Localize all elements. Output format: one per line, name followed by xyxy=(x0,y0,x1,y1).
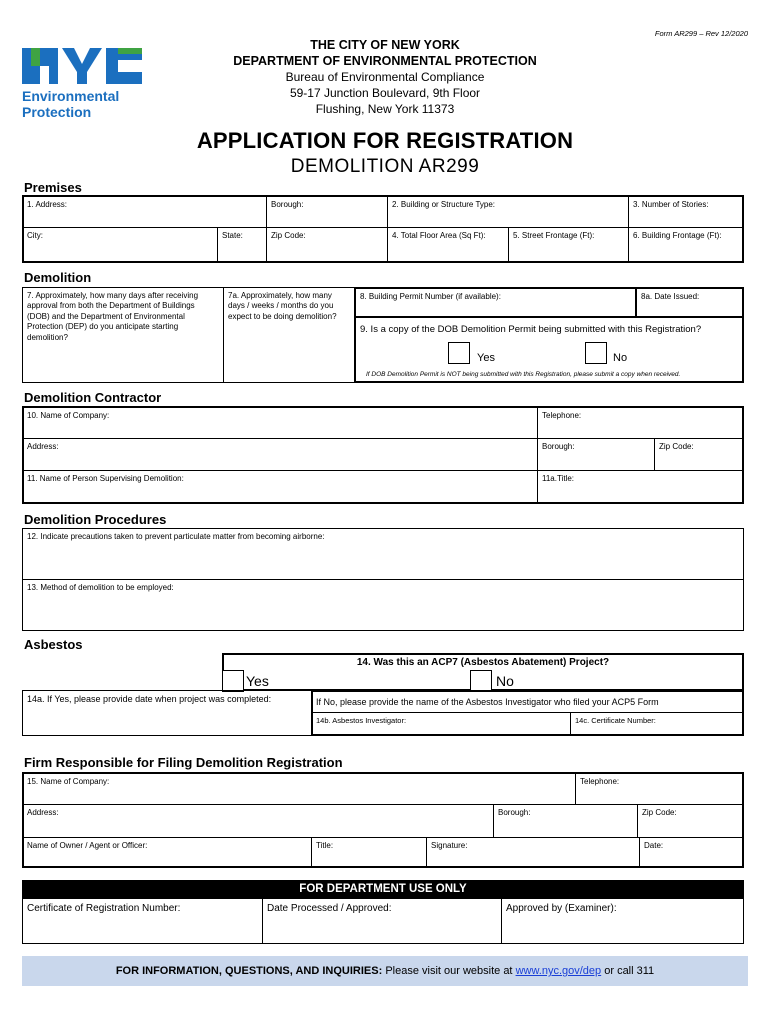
building-type-field[interactable]: 2. Building or Structure Type: xyxy=(387,196,629,228)
cert-number-field[interactable]: Certificate of Registration Number: xyxy=(22,898,263,944)
q9-yes-checkbox[interactable] xyxy=(448,342,470,364)
stories-field[interactable]: 3. Number of Stories: xyxy=(628,196,744,228)
firm-company-field[interactable]: 15. Name of Company: xyxy=(22,773,576,805)
q9-no-label: No xyxy=(613,352,628,364)
signature-field[interactable]: Signature: xyxy=(426,837,640,868)
q14-no-checkbox[interactable] xyxy=(470,670,492,692)
supervisor-title-field[interactable]: 11a.Title: xyxy=(537,470,744,504)
permit-note: If DOB Demolition Permit is NOT being submitted with this Registration, please submit a copy when received. xyxy=(366,371,681,378)
footer-text: Please visit our website at xyxy=(382,965,516,977)
permit-date-field[interactable]: 8a. Date Issued: xyxy=(635,287,744,318)
state-field[interactable]: State: xyxy=(217,227,267,263)
dept-use-header: FOR DEPARTMENT USE ONLY xyxy=(22,880,744,899)
street-frontage-field[interactable]: 5. Street Frontage (Ft): xyxy=(508,227,629,263)
q14b-field[interactable]: 14b. Asbestos Investigator: xyxy=(311,712,571,736)
address-line2: Flushing, New York 11373 xyxy=(315,102,455,116)
q12-field[interactable]: 12. Indicate precautions taken to prevent particulate matter from becoming airborne: xyxy=(22,528,744,580)
dept-name: DEPARTMENT OF ENVIRONMENTAL PROTECTION xyxy=(233,54,537,68)
permit-number-field[interactable]: 8. Building Permit Number (if available): xyxy=(354,287,637,318)
form-id: Form AR299 – Rev 12/2020 xyxy=(654,29,748,38)
contractor-borough-field[interactable]: Borough: xyxy=(537,438,655,471)
building-frontage-field[interactable]: 6. Building Frontage (Ft): xyxy=(628,227,744,263)
firm-address-field[interactable]: Address: xyxy=(22,804,494,838)
address-field[interactable]: 1. Address: xyxy=(22,196,267,228)
floor-area-field[interactable]: 4. Total Floor Area (Sq Ft): xyxy=(387,227,509,263)
nyc-dep-logo xyxy=(22,42,147,122)
q9-no-checkbox[interactable] xyxy=(585,342,607,364)
section-firm: Firm Responsible for Filing Demolition Registration xyxy=(24,755,343,770)
q9-label: 9. Is a copy of the DOB Demolition Permit being submitted with this Registration? xyxy=(360,324,702,335)
footer-tail: or call 311 xyxy=(601,965,655,977)
city-name: THE CITY OF NEW YORK xyxy=(310,38,460,52)
date-processed-field[interactable]: Date Processed / Approved: xyxy=(262,898,502,944)
q14-no-label: No xyxy=(496,673,514,689)
firm-date-field[interactable]: Date: xyxy=(639,837,744,868)
q14c-field[interactable]: 14c. Certificate Number: xyxy=(570,712,744,736)
q13-field[interactable]: 13. Method of demolition to be employed: xyxy=(22,579,744,631)
contractor-address-field[interactable]: Address: xyxy=(22,438,538,471)
zip-field[interactable]: Zip Code: xyxy=(266,227,388,263)
dep-website-link[interactable]: www.nyc.gov/dep xyxy=(515,965,602,977)
approved-by-field[interactable]: Approved by (Examiner): xyxy=(501,898,744,944)
firm-telephone-field[interactable]: Telephone: xyxy=(575,773,744,805)
address-line1: 59-17 Junction Boulevard, 9th Floor xyxy=(289,86,481,100)
footer-bold: FOR INFORMATION, QUESTIONS, AND INQUIRIES: xyxy=(115,965,383,977)
section-procedures: Demolition Procedures xyxy=(24,512,167,527)
contractor-telephone-field[interactable]: Telephone: xyxy=(537,407,744,439)
logo-line1: Environmental xyxy=(22,88,120,104)
section-demolition: Demolition xyxy=(24,270,92,285)
section-premises: Premises xyxy=(24,180,82,195)
logo-line2: Protection xyxy=(22,104,92,120)
q14-yes-checkbox[interactable] xyxy=(222,670,244,692)
agency-header xyxy=(180,37,590,117)
q14-yes-label: Yes xyxy=(246,673,269,689)
form-title: APPLICATION FOR REGISTRATION xyxy=(196,128,574,153)
section-asbestos: Asbestos xyxy=(24,637,83,652)
city-field[interactable]: City: xyxy=(22,227,218,263)
q14a-field[interactable]: 14a. If Yes, please provide date when project was completed: xyxy=(22,690,312,736)
contractor-company-field[interactable]: 10. Name of Company: xyxy=(22,407,538,439)
firm-borough-field[interactable]: Borough: xyxy=(493,804,638,838)
bureau-name: Bureau of Environmental Compliance xyxy=(285,70,485,84)
contractor-zip-field[interactable]: Zip Code: xyxy=(654,438,744,471)
firm-title-field[interactable]: Title: xyxy=(311,837,427,868)
borough-field[interactable]: Borough: xyxy=(266,196,388,228)
owner-field[interactable]: Name of Owner / Agent or Officer: xyxy=(22,837,312,868)
if-no-label: If No, please provide the name of the Asbestos Investigator who filed your ACP5 Form xyxy=(316,697,659,707)
firm-zip-field[interactable]: Zip Code: xyxy=(637,804,744,838)
q7-field[interactable]: 7. Approximately, how many days after receiving approval from both the Department of Buildings (DOB) and the Department of Environmental Protection (DEP) do you anticipate starting demolition? xyxy=(22,287,224,383)
q14-label: 14. Was this an ACP7 (Asbestos Abatement) Project? xyxy=(356,657,610,668)
nyc-wordmark-icon xyxy=(22,42,144,86)
form-subtitle: DEMOLITION AR299 xyxy=(290,156,480,177)
supervisor-field[interactable]: 11. Name of Person Supervising Demolition: xyxy=(22,470,538,504)
section-contractor: Demolition Contractor xyxy=(24,390,162,405)
q7a-field[interactable]: 7a. Approximately, how many days / weeks / months do you expect to be doing demolition? xyxy=(223,287,355,383)
info-footer xyxy=(22,956,748,986)
q9-yes-label: Yes xyxy=(477,352,495,364)
